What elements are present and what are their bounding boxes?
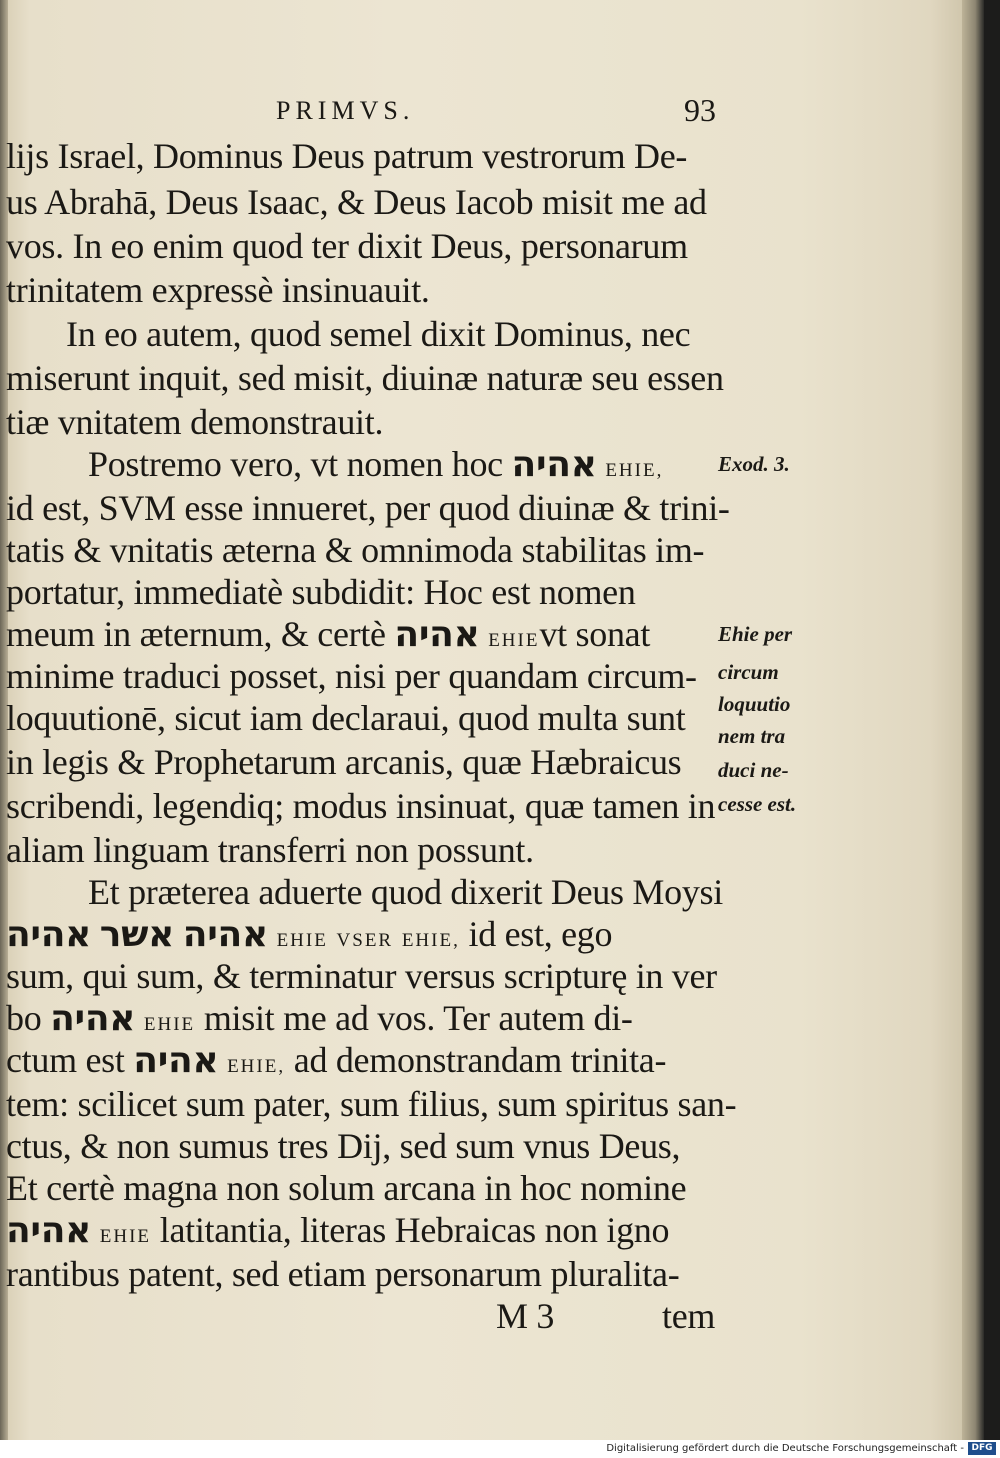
hebrew-word: אשר bbox=[99, 914, 175, 955]
text-line: rantibus patent, sed etiam personarum pluralita- bbox=[6, 1254, 680, 1294]
dfg-logo: DFG bbox=[968, 1442, 996, 1455]
hebrew-word: אהיה bbox=[6, 1210, 92, 1251]
text-line bbox=[6, 614, 650, 661]
text-line: ctus, & non sumus tres Dij, sed sum vnus Deus, bbox=[6, 1126, 681, 1166]
text-line: us Abrahā, Deus Isaac, & Deus Iacob misit me ad bbox=[6, 182, 707, 222]
text-line bbox=[88, 444, 663, 491]
catchword: tem bbox=[662, 1296, 716, 1336]
hebrew-word: אהיה bbox=[50, 998, 136, 1039]
transliteration: EHIE, bbox=[227, 1056, 286, 1077]
text-line: tem: scilicet sum pater, sum filius, sum spiritus san- bbox=[6, 1084, 737, 1124]
text-line: lijs Israel, Dominus Deus patrum vestrorum De- bbox=[6, 136, 688, 176]
text-line: In eo autem, quod semel dixit Dominus, nec bbox=[66, 314, 691, 354]
text-segment: bo bbox=[6, 998, 42, 1038]
text-line: tiæ vnitatem demonstrauit. bbox=[6, 402, 384, 442]
text-line: loquutionē, sicut iam declaraui, quod multa sunt bbox=[6, 698, 686, 738]
text-line: miserunt inquit, sed misit, diuinæ naturæ seu essen bbox=[6, 358, 724, 398]
text-line bbox=[6, 998, 633, 1045]
text-segment: ctum est bbox=[6, 1040, 125, 1080]
text-line: id est, SVM esse innueret, per quod diuinæ & trini- bbox=[6, 488, 730, 528]
text-line: sum, qui sum, & terminatur versus scripturę in ver bbox=[6, 956, 717, 996]
transliteration: EHIE, bbox=[605, 460, 664, 481]
transliteration: EHIE bbox=[99, 1226, 152, 1247]
text-line: Et præterea aduerte quod dixerit Deus Moysi bbox=[88, 872, 723, 912]
hebrew-word: אהיה bbox=[182, 914, 268, 955]
hebrew-word: אהיה bbox=[394, 614, 480, 655]
text-line: in legis & Prophetarum arcanis, quæ Hæbraicus bbox=[6, 742, 682, 782]
transliteration: VSER bbox=[336, 930, 394, 951]
text-line bbox=[6, 1210, 669, 1257]
margin-note-exod: Exod. 3. bbox=[718, 452, 790, 476]
text-line bbox=[6, 1040, 666, 1087]
transliteration: EHIE, bbox=[401, 930, 460, 951]
hebrew-word: אהיה bbox=[511, 444, 597, 485]
running-header: PRIMVS. bbox=[276, 96, 415, 125]
text-segment: misit me ad vos. Ter autem di- bbox=[203, 998, 633, 1038]
text-segment: vt sonat bbox=[539, 614, 651, 654]
page-number: 93 bbox=[684, 92, 716, 128]
text-line: portatur, immediatè subdidit: Hoc est nomen bbox=[6, 572, 636, 612]
page-edge bbox=[962, 0, 984, 1440]
hebrew-word: אהיה bbox=[6, 914, 92, 955]
text-line bbox=[6, 914, 612, 961]
margin-note-line: duci ne- bbox=[718, 758, 789, 782]
text-line: minime traduci posset, nisi per quandam circum- bbox=[6, 656, 697, 696]
text-line: aliam linguam transferri non possunt. bbox=[6, 830, 534, 870]
transliteration: EHIE bbox=[276, 930, 328, 951]
text-segment: latitantia, literas Hebraicas non igno bbox=[159, 1210, 670, 1250]
transliteration: EHIE bbox=[488, 630, 540, 651]
margin-note-line: loquutio bbox=[718, 692, 791, 716]
text-segment: ad demonstrandam trinita- bbox=[293, 1040, 667, 1080]
text-line: tatis & vnitatis æterna & omnimoda stabilitas im- bbox=[6, 530, 705, 570]
margin-note-line: Ehie per bbox=[718, 622, 793, 646]
margin-note-line: cesse est. bbox=[718, 792, 797, 816]
text-line: Et certè magna non solum arcana in hoc nomine bbox=[6, 1168, 687, 1208]
text-segment: meum in æternum, & certè bbox=[6, 614, 386, 654]
hebrew-word: אהיה bbox=[133, 1040, 219, 1081]
text-line: trinitatem expressè insinuauit. bbox=[6, 270, 430, 310]
text-line: vos. In eo enim quod ter dixit Deus, personarum bbox=[6, 226, 688, 266]
text-line: scribendi, legendiq; modus insinuat, quæ tamen in bbox=[6, 786, 716, 826]
signature-mark: M 3 bbox=[496, 1296, 555, 1336]
margin-note-line: nem tra bbox=[718, 724, 786, 748]
text-segment: id est, ego bbox=[468, 914, 613, 954]
footer-bar bbox=[0, 1440, 1000, 1458]
funding-credit: Digitalisierung gefördert durch die Deutsche Forschungsgemeinschaft - bbox=[606, 1443, 964, 1454]
transliteration: EHIE bbox=[143, 1014, 196, 1035]
margin-note-line: circum bbox=[718, 660, 779, 684]
text-segment: Postremo vero, vt nomen hoc bbox=[88, 444, 503, 484]
